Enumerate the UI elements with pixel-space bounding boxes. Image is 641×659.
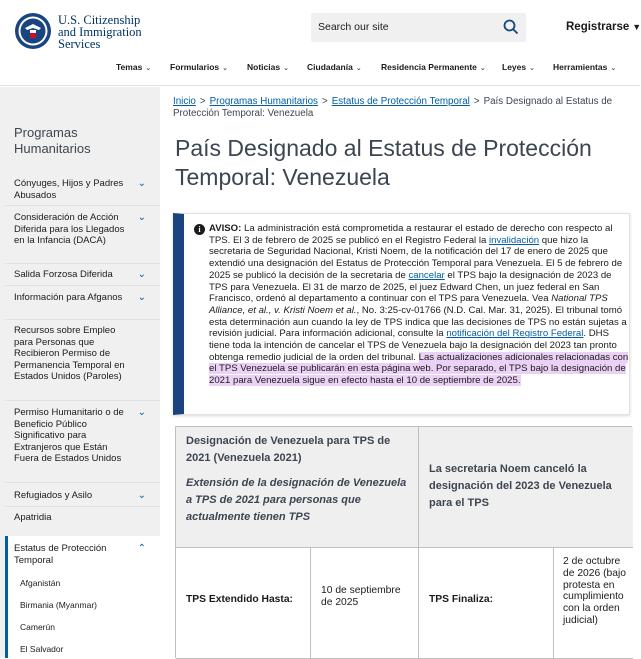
chevron-down-icon: ⌄ [610, 65, 617, 72]
nav-label: Residencia Permanente [381, 62, 477, 72]
nav-item-leyes[interactable] [502, 62, 535, 72]
chevron-down-icon[interactable]: ⌄ [137, 292, 146, 303]
alert-label: AVISO: [209, 223, 242, 234]
chevron-down-icon[interactable]: ⌄ [137, 269, 146, 280]
nav-label: Temas [116, 62, 143, 72]
breadcrumb-home[interactable]: Inicio [173, 96, 196, 107]
alert-text-1: La administración está comprometida a restaurar el estado de derecho con respecto al TPS. El 3 de febrero de 2025 se publicó en el Registro Federal la [209, 223, 613, 246]
sidebar-item-salida-forzosa[interactable] [14, 269, 160, 281]
chevron-down-icon: ⌄ [529, 65, 535, 72]
breadcrumb-tps[interactable]: Estatus de Protección Temporal [331, 96, 470, 107]
divider [5, 400, 160, 401]
breadcrumb-programas[interactable]: Programas Humanitarios [209, 96, 318, 107]
alert-case-name: National TPS Alliance, et al., v. Kristi Noem et al. [209, 293, 608, 316]
sidebar-item-label: Estatus de Protección Temporal [14, 543, 107, 566]
agency-name[interactable] [58, 14, 142, 50]
divider [5, 506, 160, 507]
table-header-2023 [419, 427, 633, 548]
breadcrumb-separator: > [199, 96, 206, 107]
search-input[interactable] [311, 13, 526, 42]
sidebar-item-permiso-humanitario[interactable] [14, 407, 160, 465]
nav-label: Herramientas [553, 62, 608, 72]
sidebar-item-label: Refugiados y Asilo [14, 490, 93, 501]
table-header-2021-title: Designación de Venezuela para TPS de 2021 (Venezuela 2021) [186, 435, 391, 464]
chevron-down-icon[interactable]: ⌄ [137, 490, 146, 501]
table-header-2023-title: La secretaria Noem canceló la designación del 2023 de Venezuela para el TPS [429, 463, 612, 509]
search-icon[interactable] [503, 19, 519, 35]
alert-highlight: Las actualizaciones adicionales relacionadas con el TPS Venezuela se publicarán en esta página web. Por separado, el TPS bajo la designación de 2021 para Venezuela sigue en efecto hasta el 10 de septiembre de 2025. [209, 351, 629, 387]
tps-table [175, 426, 632, 658]
breadcrumb [173, 96, 628, 120]
table-cell-value-extendido [311, 548, 419, 659]
sidebar-item-label: Apatridia [14, 512, 52, 523]
divider [5, 319, 160, 320]
sidebar-item-label: Consideración de Acción Diferida para los Llegados en la Infancia (DACA) [14, 212, 125, 246]
dhs-seal-icon[interactable] [14, 12, 52, 50]
sidebar-item-tps[interactable] [14, 543, 160, 566]
divider [5, 205, 160, 206]
chevron-down-icon: ⌄ [145, 65, 152, 72]
nav-item-temas[interactable] [116, 62, 151, 72]
chevron-down-icon: ⌄ [222, 65, 228, 72]
table-value: 10 de septiembre de 2025 [321, 585, 401, 608]
table-value: 2 de octubre de 2026 (bajo protesta en cumplimiento con la orden judicial) [563, 556, 626, 626]
alert-link-invalidacion[interactable]: invalidación [488, 234, 540, 246]
divider [5, 263, 160, 264]
nav-label: Ciudadanía [307, 62, 353, 72]
table-label: TPS Finaliza: [429, 594, 494, 605]
sidebar-item-refugiados[interactable] [14, 490, 160, 502]
sidebar-item-label: Cónyuges, Hijos y Padres Abusados [14, 178, 124, 201]
chevron-down-icon[interactable]: ⌄ [137, 178, 146, 189]
table-cell-value-finaliza [554, 548, 633, 659]
breadcrumb-current: País Designado al Estatus de Protección Temporal: Venezuela [173, 96, 613, 119]
table-header-2021-subtitle: Extensión de la designación de Venezuela a TPS de 2021 para personas que actualmente tienen TPS [186, 477, 407, 523]
sidebar-subitem-afganistan[interactable]: Afganistán [20, 578, 61, 588]
sidebar-item-conyuges[interactable] [14, 178, 160, 201]
alert-text-4: , No. 3:25-cv-01766 (N.D. Cal. Mar. 31, 2025). El tribunal tomó esta determinación aun cuando la ley de TPS indica que las decisiones de TPS no están sujetas a revisión judicial. Para información adicional, consulte la [209, 304, 627, 340]
main-nav [0, 62, 640, 78]
sidebar-item-label: Salida Forzosa Diferida [14, 269, 113, 280]
nav-item-herramientas[interactable] [553, 62, 616, 72]
info-icon: i [194, 224, 205, 235]
sidebar-item-apatridia[interactable] [14, 512, 160, 524]
nav-item-formularios[interactable] [170, 62, 228, 72]
notice-alert [173, 213, 630, 415]
nav-label: Noticias [247, 62, 281, 72]
table-cell-label-finaliza [419, 548, 554, 659]
chevron-up-icon[interactable]: ⌃ [137, 543, 146, 554]
sidebar-item-label: Información para Afganos [14, 292, 123, 303]
chevron-down-icon: ⌄ [283, 65, 289, 72]
alert-link-cancelar[interactable]: cancelar [408, 269, 445, 281]
site-header [0, 0, 640, 86]
alert-text-5: . DHS tiene toda la intención de cancelar el TPS de Venezuela bajo la designación del 2023 tan pronto obtenga remedio judicial de la orden del tribunal. [209, 328, 617, 363]
sidebar-item-paroles[interactable] [14, 325, 160, 383]
alert-text-2: que hizo la secretaria de Seguridad Nacional, Kristi Noem, de la notificación del 17 de enero de 2025 que extendió una designación del Estatus de Protección Temporal para Venezuela. El 5 de febrero de 2025 se publicó la decisión de la secretaria de [209, 234, 623, 281]
sidebar-title[interactable]: Programas Humanitarios [14, 125, 91, 156]
breadcrumb-separator: > [321, 96, 328, 107]
sidebar-subitem-el-salvador[interactable]: El Salvador [20, 644, 64, 654]
table-header-2021 [176, 427, 419, 548]
nav-item-residencia[interactable] [381, 62, 486, 72]
sidebar-item-daca[interactable] [14, 212, 160, 247]
agency-line-1: U.S. Citizenship [58, 13, 141, 27]
nav-label: Leyes [502, 62, 527, 72]
divider [5, 482, 160, 483]
sidebar-subitem-birmania[interactable]: Birmania (Myanmar) [20, 600, 97, 610]
nav-label: Formularios [170, 62, 220, 72]
sidebar-item-label: Recursos sobre Empleo para Personas que Recibieron Permiso de Permanencia Temporal en Estados Unidos (Paroles) [14, 325, 125, 382]
sidebar [0, 87, 160, 658]
chevron-down-icon: ⌄ [355, 65, 362, 72]
agency-line-2: and Immigration [58, 25, 142, 39]
divider [5, 285, 160, 286]
sidebar-item-label: Permiso Humanitario o de Beneficio Público Significativo para Extranjeros que Están Fuera de Estados Unidos [14, 407, 124, 464]
alert-link-registro-federal[interactable]: notificación del Registro Federal [446, 328, 584, 340]
agency-line-3: Services [58, 37, 101, 51]
table-label: TPS Extendido Hasta: [186, 594, 293, 605]
page-title: País Designado al Estatus de Protección Temporal: Venezuela [175, 135, 592, 190]
caret-down-icon: ▼ [632, 22, 641, 32]
alert-text [209, 223, 629, 387]
chevron-down-icon: ⌄ [479, 65, 486, 72]
alert-text-3: el TPS bajo la designación de 2023 de TPS para Venezuela. El 31 de marzo de 2025, el juez Edward Chen, un juez federal en San Francisco, ordenó al departamento a continuar con el TPS para Venezuela. Vea [209, 269, 612, 305]
table-cell-label-extendido [176, 548, 311, 659]
register-label: Registrarse [566, 21, 630, 33]
sidebar-subitem-camerun[interactable]: Camerún [20, 622, 55, 632]
nav-item-noticias[interactable] [247, 62, 289, 72]
chevron-down-icon[interactable]: ⌄ [137, 212, 146, 223]
nav-item-ciudadania[interactable] [307, 62, 362, 72]
register-button[interactable] [566, 21, 641, 33]
search-placeholder: Search our site [318, 21, 389, 33]
breadcrumb-separator: > [473, 96, 480, 107]
chevron-down-icon[interactable]: ⌄ [137, 407, 146, 418]
sidebar-item-afganos[interactable] [14, 292, 160, 304]
